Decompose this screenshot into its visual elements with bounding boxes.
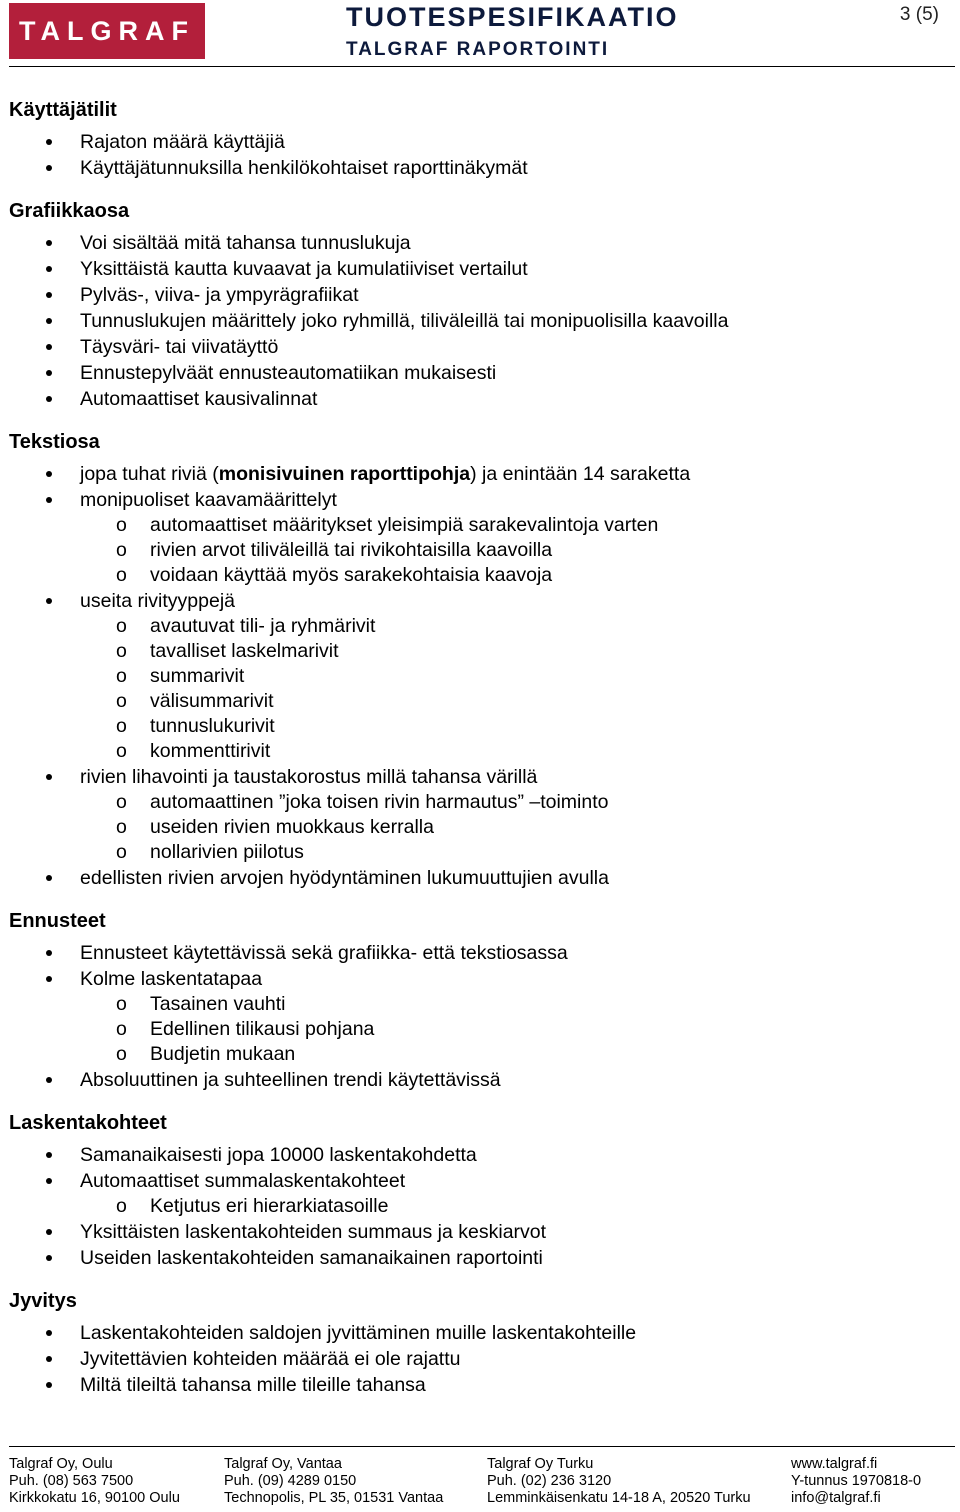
footer-divider: [9, 1446, 955, 1447]
item-text: Kolme laskentatapaa: [80, 968, 263, 990]
page-number: 3 (5): [899, 4, 939, 25]
list-item: [9, 487, 949, 588]
list-item: Ennusteet käytettävissä sekä grafiikka- että tekstiosassa: [9, 940, 949, 966]
sub-list-item: o voidaan käyttää myös sarakekohtaisia kaavoja: [80, 563, 949, 588]
allocation-list: [9, 1320, 949, 1398]
item-text-bold: monisivuinen raporttipohja: [218, 463, 471, 485]
sub-list-item: o Edellinen tilikausi pohjana: [80, 1017, 949, 1042]
sub-list-item: o useiden rivien muokkaus kerralla: [80, 815, 949, 840]
sub-list-item: o automaattinen ”joka toisen rivin harmautus” –toiminto: [80, 790, 949, 815]
sub-list: [80, 614, 949, 764]
list-item: Yksittäisten laskentakohteiden summaus ja keskiarvot: [9, 1219, 949, 1245]
list-item: Useiden laskentakohteiden samanaikainen raportointi: [9, 1245, 949, 1271]
footer-text: Talgraf Oy Turku: [487, 1456, 594, 1472]
list-item: Pylväs-, viiva- ja ympyrägrafiikat: [9, 282, 949, 308]
list-item: Absoluuttinen ja suhteellinen trendi käytettävissä: [9, 1067, 949, 1093]
sub-list-item: o automaattiset määritykset yleisimpiä sarakevalintoja varten: [80, 513, 949, 538]
sub-list-item: o Tasainen vauhti: [80, 992, 949, 1017]
sub-list: [80, 513, 949, 588]
item-text: jopa tuhat riviä (: [80, 463, 219, 485]
logo-text: TALGRAF: [19, 15, 195, 46]
sub-list-item: o summarivit: [80, 664, 949, 689]
footer-text: Technopolis, PL 35, 01531 Vantaa: [224, 1490, 444, 1506]
text-list: [9, 461, 949, 891]
list-item: Automaattiset kausivalinnat: [9, 386, 949, 412]
sub-list-item: o tavalliset laskelmarivit: [80, 639, 949, 664]
units-list: [9, 1142, 949, 1271]
graphics-list: [9, 230, 949, 412]
sub-list-item: o välisummarivit: [80, 689, 949, 714]
sub-list-item: o tunnuslukurivit: [80, 714, 949, 739]
footer-business-id: Y-tunnus 1970818-0: [791, 1473, 922, 1489]
list-item: [9, 966, 949, 1067]
footer-text: Puh. (08) 563 7500: [9, 1473, 134, 1489]
footer-text: Talgraf Oy, Oulu: [9, 1456, 113, 1472]
sub-list-item: o nollarivien piilotus: [80, 840, 949, 865]
list-item: Miltä tileiltä tahansa mille tileille tahansa: [9, 1372, 949, 1398]
section-title-text: Tekstiosa: [9, 431, 100, 453]
list-item: [9, 764, 949, 865]
section-title-forecasts: Ennusteet: [9, 910, 106, 932]
sub-list-item: o Ketjutus eri hierarkiatasoille: [80, 1194, 949, 1219]
document-title: TUOTESPESIFIKAATIO: [346, 2, 679, 32]
item-text: useita rivityyppejä: [80, 590, 235, 612]
list-item: [9, 588, 949, 764]
footer-text: Kirkkokatu 16, 90100 Oulu: [9, 1490, 180, 1506]
sub-list: [80, 992, 949, 1067]
list-item: Tunnuslukujen määrittely joko ryhmillä, tiliväleillä tai monipuolisilla kaavoilla: [9, 308, 949, 334]
footer-vantaa: [224, 1456, 443, 1507]
list-item: Samanaikaisesti jopa 10000 laskentakohdetta: [9, 1142, 949, 1168]
item-text: ) ja enintään 14 saraketta: [470, 463, 691, 485]
talgraf-logo: [9, 3, 205, 59]
sub-list: [80, 790, 949, 865]
footer-website: www.talgraf.fi: [791, 1456, 878, 1472]
footer-text: Lemminkäisenkatu 14-18 A, 20520 Turku: [487, 1490, 751, 1506]
users-list: [9, 129, 949, 181]
list-item: [9, 1168, 949, 1219]
header-divider: [9, 66, 955, 67]
list-item: Laskentakohteiden saldojen jyvittäminen muille laskentakohteille: [9, 1320, 949, 1346]
list-item: Rajaton määrä käyttäjiä: [9, 129, 949, 155]
footer-text: Puh. (02) 236 3120: [487, 1473, 612, 1489]
section-title-users: Käyttäjätilit: [9, 99, 117, 121]
footer-text: Talgraf Oy, Vantaa: [224, 1456, 342, 1472]
sub-list-item: o kommenttirivit: [80, 739, 949, 764]
list-item: Täysväri- tai viivatäyttö: [9, 334, 949, 360]
sub-list: [80, 1194, 949, 1219]
footer-email: info@talgraf.fi: [791, 1490, 881, 1506]
item-text: Automaattiset summalaskentakohteet: [80, 1170, 406, 1192]
forecasts-list: [9, 940, 949, 1093]
sub-list-item: o avautuvat tili- ja ryhmärivit: [80, 614, 949, 639]
footer-oulu: [9, 1456, 180, 1507]
item-text: rivien lihavointi ja taustakorostus millä tahansa värillä: [80, 766, 538, 788]
list-item: edellisten rivien arvojen hyödyntäminen lukumuuttujien avulla: [9, 865, 949, 891]
list-item: Ennustepylväät ennusteautomatiikan mukaisesti: [9, 360, 949, 386]
sub-list-item: o Budjetin mukaan: [80, 1042, 949, 1067]
sub-list-item: o rivien arvot tiliväleillä tai rivikohtaisilla kaavoilla: [80, 538, 949, 563]
footer-text: Puh. (09) 4289 0150: [224, 1473, 357, 1489]
section-title-units: Laskentakohteet: [9, 1112, 167, 1134]
footer-contact: [791, 1456, 921, 1507]
list-item: Voi sisältää mitä tahansa tunnuslukuja: [9, 230, 949, 256]
section-title-graphics: Grafiikkaosa: [9, 200, 130, 222]
item-text: monipuoliset kaavamäärittelyt: [80, 489, 337, 511]
list-item: [9, 461, 949, 487]
section-title-allocation: Jyvitys: [9, 1290, 77, 1312]
list-item: Käyttäjätunnuksilla henkilökohtaiset raporttinäkymät: [9, 155, 949, 181]
document-subtitle: TALGRAF RAPORTOINTI: [346, 39, 610, 60]
list-item: Jyvitettävien kohteiden määrää ei ole rajattu: [9, 1346, 949, 1372]
footer-turku: [487, 1456, 751, 1507]
list-item: Yksittäistä kautta kuvaavat ja kumulatiiviset vertailut: [9, 256, 949, 282]
document-body: [9, 97, 949, 1415]
